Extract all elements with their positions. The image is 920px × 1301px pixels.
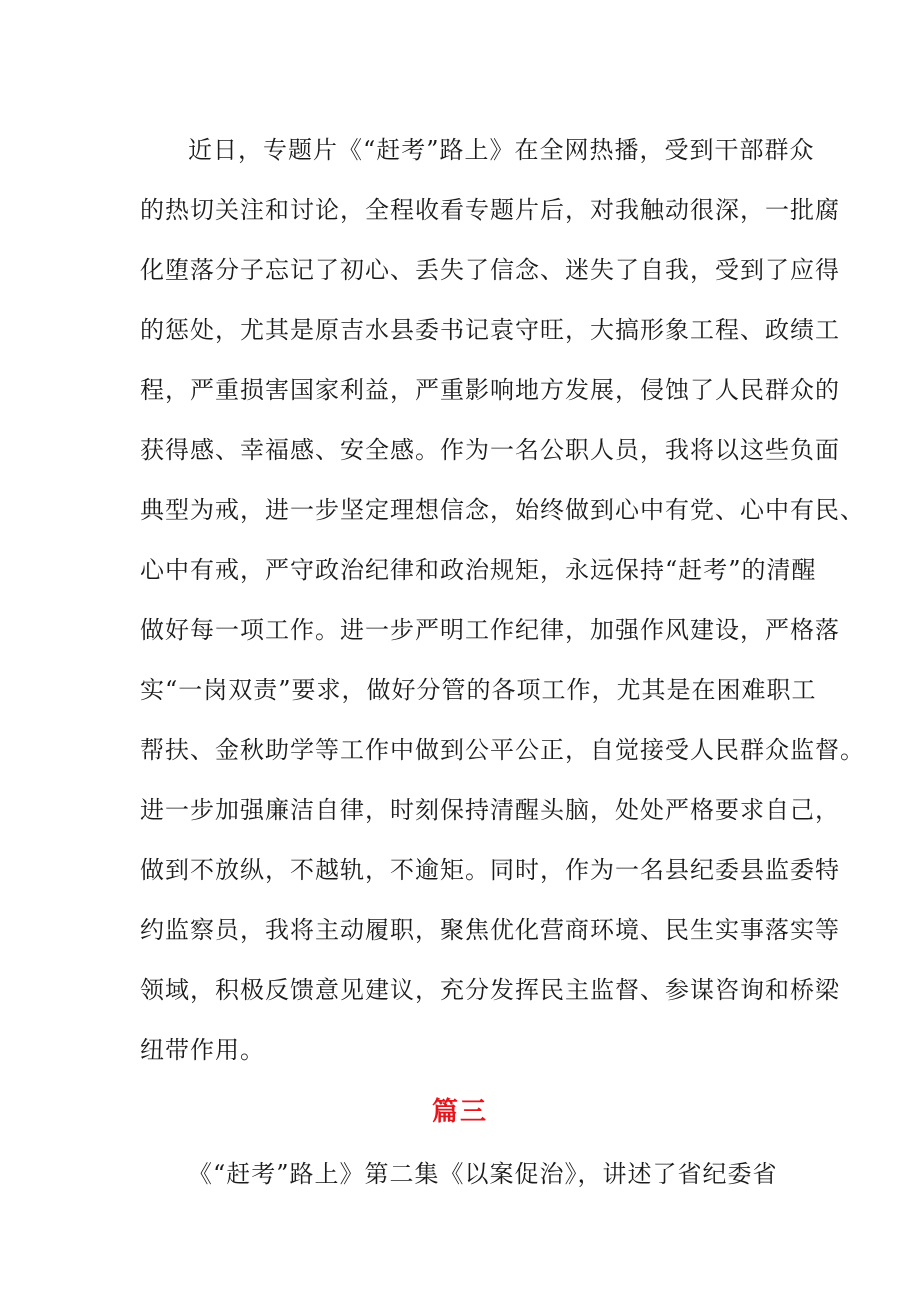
paragraph-1-line-15: 领域，积极反馈意见建议，充分发挥民主监督、参谋咨询和桥梁 bbox=[140, 976, 840, 1004]
paragraph-1-line-1: 近日，专题片《“赶考”路上》在全网热播，受到干部群众 bbox=[188, 136, 815, 164]
paragraph-1-line-16: 纽带作用。 bbox=[140, 1036, 265, 1064]
paragraph-1-line-14: 约监察员，我将主动履职，聚焦优化营商环境、民生实事落实等 bbox=[140, 916, 840, 944]
paragraph-1-line-2: 的热切关注和讨论，全程收看专题片后，对我触动很深，一批腐 bbox=[140, 196, 840, 224]
paragraph-1-line-5: 程，严重损害国家利益，严重影响地方发展，侵蚀了人民群众的 bbox=[140, 376, 840, 404]
paragraph-1-line-11: 帮扶、金秋助学等工作中做到公平公正，自觉接受人民群众监督。 bbox=[140, 736, 865, 764]
section-heading: 篇三 bbox=[431, 1097, 488, 1127]
paragraph-1-line-9: 做好每一项工作。进一步严明工作纪律，加强作风建设，严格落 bbox=[140, 616, 840, 644]
paragraph-1-line-6: 获得感、幸福感、安全感。作为一名公职人员，我将以这些负面 bbox=[140, 436, 840, 464]
paragraph-1-line-3: 化堕落分子忘记了初心、丢失了信念、迷失了自我，受到了应得 bbox=[140, 256, 840, 284]
paragraph-1-line-13: 做到不放纵，不越轨，不逾矩。同时，作为一名县纪委县监委特 bbox=[140, 856, 840, 884]
paragraph-1-line-7: 典型为戒，进一步坚定理想信念，始终做到心中有党、心中有民、 bbox=[140, 496, 865, 524]
paragraph-1-line-8: 心中有戒，严守政治纪律和政治规矩，永远保持“赶考”的清醒 bbox=[140, 556, 817, 584]
paragraph-2-line-1: 《“赶考”路上》第二集《以案促治》，讲述了省纪委省 bbox=[188, 1160, 778, 1188]
paragraph-1-line-10: 实“一岗双责”要求，做好分管的各项工作，尤其是在困难职工 bbox=[140, 676, 817, 704]
paragraph-1-line-4: 的惩处，尤其是原吉水县委书记袁守旺，大搞形象工程、政绩工 bbox=[140, 316, 840, 344]
paragraph-1-line-12: 进一步加强廉洁自律，时刻保持清醒头脑，处处严格要求自己， bbox=[140, 796, 840, 824]
